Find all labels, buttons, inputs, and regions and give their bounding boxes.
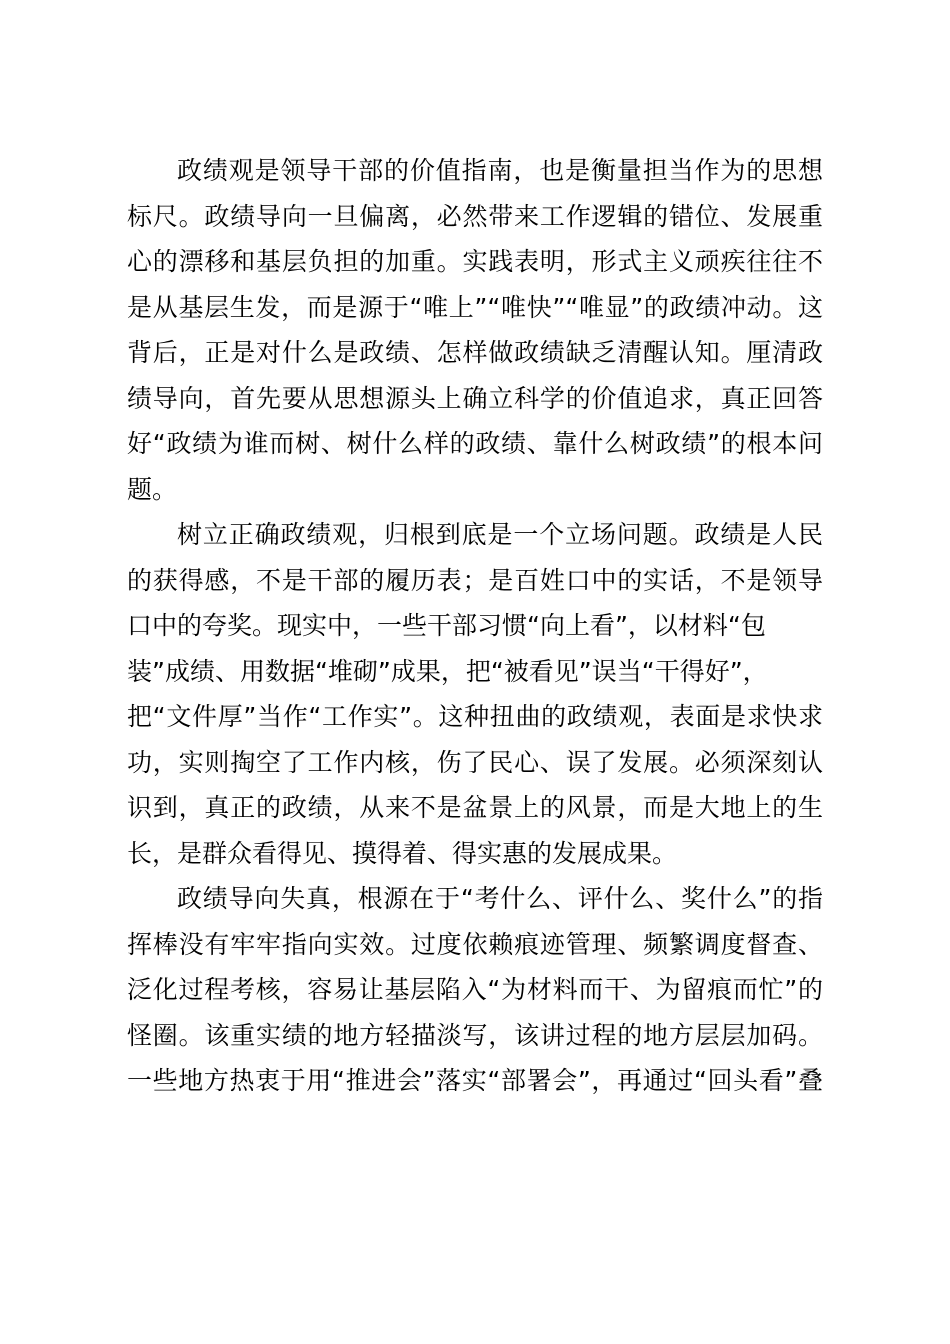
text-line: 把“文件厚”当作“工作实”。这种扭曲的政绩观，表面是求快求 xyxy=(127,702,823,731)
text-line: 功，实则掏空了工作内核，伤了民心、误了发展。必须深刻认 xyxy=(127,747,823,777)
paragraph-3 xyxy=(127,876,823,1104)
text-line: 是从基层生发，而是源于“唯上”“唯快”“唯显”的政绩冲动。这 xyxy=(127,292,823,322)
text-line: 怪圈。该重实绩的地方轻描淡写，该讲过程的地方层层加码。 xyxy=(127,1020,823,1050)
text-line: 的获得感，不是干部的履历表；是百姓口中的实话，不是领导 xyxy=(127,565,823,595)
text-line: 口中的夸奖。现实中，一些干部习惯“向上看”，以材料“包 xyxy=(127,611,766,640)
text-line: 装”成绩、用数据“堆砌”成果，把“被看见”误当“干得好”， xyxy=(127,656,768,686)
text-line: 挥棒没有牢牢指向实效。过度依赖痕迹管理、频繁调度督查、 xyxy=(127,929,823,959)
document-body xyxy=(127,148,823,1104)
text-line: 标尺。政绩导向一旦偏离，必然带来工作逻辑的错位、发展重 xyxy=(127,201,823,231)
text-line: 长，是群众看得见、摸得着、得实惠的发展成果。 xyxy=(127,838,678,868)
text-line: 树立正确政绩观，归根到底是一个立场问题。政绩是人民 xyxy=(177,520,823,549)
text-line: 背后，正是对什么是政绩、怎样做政绩缺乏清醒认知。厘清政 xyxy=(127,338,823,367)
text-line: 心的漂移和基层负担的加重。实践表明，形式主义顽疾往往不 xyxy=(127,247,823,276)
text-line: 好“政绩为谁而树、树什么样的政绩、靠什么树政绩”的根本问 xyxy=(127,429,823,458)
text-line: 一些地方热衷于用“推进会”落实“部署会”，再通过“回头看”叠 xyxy=(127,1066,823,1095)
text-line: 政绩观是领导干部的价值指南，也是衡量担当作为的思想 xyxy=(177,156,823,185)
text-line: 泛化过程考核，容易让基层陷入“为材料而干、为留痕而忙”的 xyxy=(127,975,823,1004)
text-line: 政绩导向失真，根源在于“考什么、评什么、奖什么”的指 xyxy=(177,884,823,913)
paragraph-1 xyxy=(127,148,823,512)
text-line: 绩导向，首先要从思想源头上确立科学的价值追求，真正回答 xyxy=(127,383,823,413)
text-line: 识到，真正的政绩，从来不是盆景上的风景，而是大地上的生 xyxy=(127,793,823,822)
text-line: 题。 xyxy=(127,474,178,504)
paragraph-2 xyxy=(127,512,823,876)
